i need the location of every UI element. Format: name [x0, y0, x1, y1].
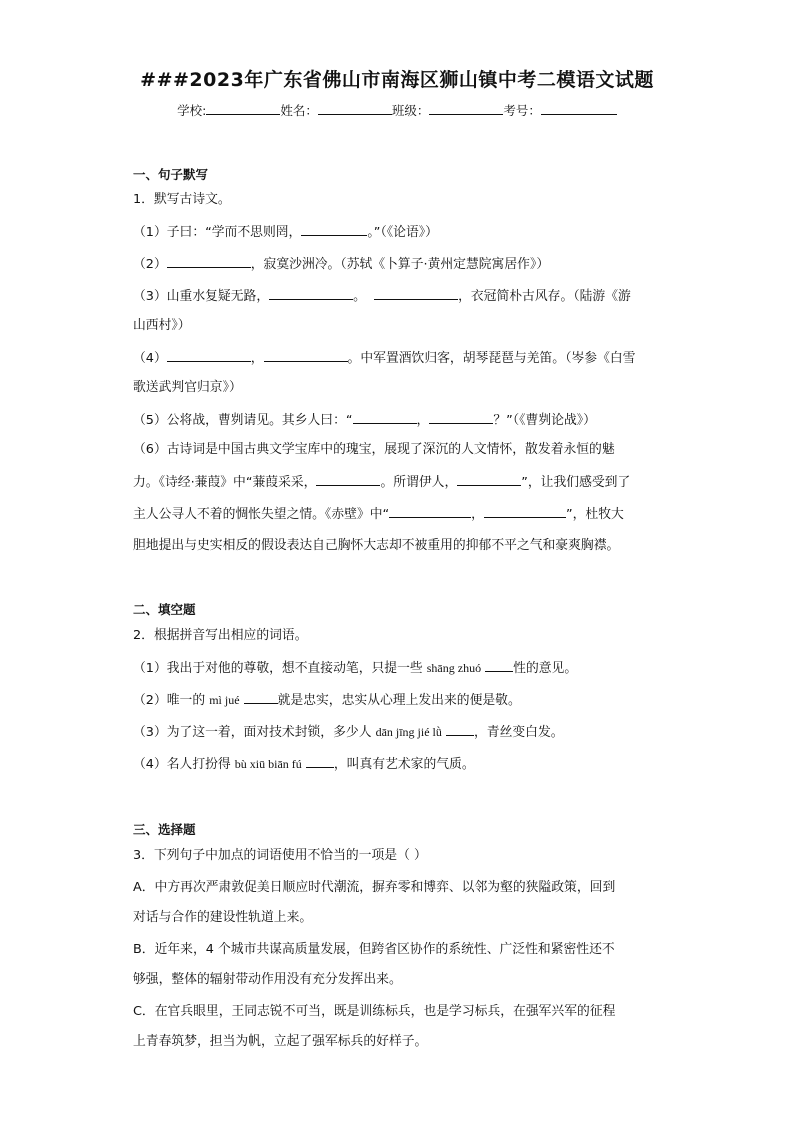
page-title: ###2023年广东省佛山市南海区狮山镇中考二模语文试题 — [140, 69, 654, 91]
item-text: （2） — [133, 257, 167, 272]
question-stem: 3．下列句子中加点的词语使用不恰当的一项是（ ） — [133, 848, 427, 863]
answer-blank[interactable] — [429, 410, 493, 424]
class-blank[interactable] — [429, 102, 503, 115]
item-text: 。 — [353, 289, 366, 304]
item-text: ， — [416, 413, 430, 428]
question-item-cont — [133, 504, 624, 525]
item-text: （4）名人打扮得 — [133, 757, 235, 772]
question-item — [133, 690, 521, 711]
option-b[interactable]: B．近年来，4 个城市共谋高质量发展，但跨省区协作的系统性、广泛性和紧密性还不 — [133, 942, 615, 957]
question-item — [133, 348, 635, 369]
section-heading: 一、句子默写 — [133, 167, 209, 182]
item-text: ， — [471, 507, 484, 522]
pinyin-text: dān jīng jié lǜ — [375, 725, 442, 739]
exam-number-label: 考号： — [503, 103, 541, 118]
item-text: ，叫真有艺术家的气质。 — [333, 757, 475, 772]
item-text: 就是忠实，忠实从心理上发出来的便是敬。 — [277, 693, 521, 708]
question-item-cont: 山西村》） — [133, 318, 191, 333]
item-text: （1）子曰：“学而不思则罔， — [133, 225, 302, 240]
question-item-cont — [133, 472, 630, 493]
pinyin-text: bù xiū biān fú — [234, 757, 302, 771]
item-text: （1）我出于对他的尊敬，想不直接动笔，只提一些 — [133, 661, 427, 676]
answer-blank[interactable] — [457, 472, 521, 486]
question-item — [133, 286, 631, 307]
item-text: ”，杜牧大 — [565, 507, 624, 522]
answer-blank[interactable] — [316, 472, 380, 486]
class-label: 班级： — [391, 103, 430, 118]
item-text: （5）公将战，曹刿请见。其乡人曰：“ — [133, 413, 353, 428]
question-item-cont: 胆地提出与史实相反的假设表达自己胸怀大志却不被重用的抑郁不平之气和豪爽胸襟。 — [133, 538, 620, 553]
question-item: （6）古诗词是中国古典文学宝库中的瑰宝，展现了深沉的人文情怀，散发着永恒的魅 — [133, 442, 615, 457]
school-label: 学校: — [177, 103, 207, 118]
answer-blank[interactable] — [269, 286, 353, 300]
option-c[interactable]: C．在官兵眼里，王同志锐不可当，既是训练标兵，也是学习标兵，在强军兴军的征程 — [133, 1004, 616, 1019]
answer-blank[interactable] — [301, 222, 367, 236]
question-item-cont: 歌送武判官归京》） — [133, 380, 242, 395]
answer-blank[interactable] — [484, 504, 566, 518]
item-text: 。所谓伊人， — [380, 475, 458, 490]
answer-blank[interactable] — [167, 348, 251, 362]
question-item — [133, 658, 577, 679]
question-item — [133, 754, 475, 775]
answer-blank[interactable] — [374, 286, 458, 300]
item-text: ，衣冠简朴古风存。（陆游《游 — [458, 289, 631, 304]
answer-blank[interactable] — [306, 754, 334, 768]
pinyin-text: shāng zhuó — [426, 661, 482, 675]
item-text: 。”（《论语》） — [367, 225, 438, 240]
item-text: ”，让我们感受到了 — [521, 475, 631, 490]
answer-blank[interactable] — [389, 504, 471, 518]
question-item — [133, 222, 438, 243]
item-text: ，青丝变白发。 — [473, 725, 564, 740]
item-text: 主人公寻人不着的惆怅失望之情。《赤壁》中“ — [133, 507, 390, 522]
answer-blank[interactable] — [485, 658, 513, 672]
answer-blank[interactable] — [353, 410, 417, 424]
item-text: ？”（《曹刿论战》） — [493, 413, 596, 428]
item-text: 。中军置酒饮归客，胡琴琵琶与羌笛。（岑参《白雪 — [347, 351, 636, 366]
item-text: （2）唯一的 — [133, 693, 210, 708]
item-text: （4） — [133, 351, 167, 366]
answer-blank[interactable] — [446, 722, 474, 736]
question-item — [133, 254, 549, 275]
option-a[interactable]: A．中方再次严肃敦促美日顺应时代潮流，摒弃零和博弈、以邻为壑的狭隘政策，回到 — [133, 880, 616, 895]
option-b-cont: 够强，整体的辐射带动作用没有充分发挥出来。 — [133, 972, 402, 987]
item-text: （3）为了这一着，面对技术封锁，多少人 — [133, 725, 376, 740]
name-blank[interactable] — [318, 102, 392, 115]
option-a-cont: 对话与合作的建设性轨道上来。 — [133, 910, 313, 925]
school-blank[interactable] — [206, 102, 280, 115]
question-item — [133, 410, 596, 431]
item-text: ， — [250, 351, 264, 366]
option-c-cont: 上青春筑梦，担当为帆，立起了强军标兵的好样子。 — [133, 1034, 428, 1049]
answer-blank[interactable] — [244, 690, 278, 704]
item-text: （3）山重水复疑无路， — [133, 289, 270, 304]
item-text: 性的意见。 — [513, 661, 578, 676]
item-text: 力。《诗经·蒹葭》中“蒹葭采采， — [133, 475, 317, 490]
question-stem: 1．默写古诗文。 — [133, 192, 231, 207]
exam-number-blank[interactable] — [541, 102, 617, 115]
item-text: ，寂寞沙洲冷。（苏轼《卜算子·黄州定慧院寓居作》） — [250, 257, 550, 272]
section-heading: 二、填空题 — [133, 602, 196, 617]
name-label: 姓名： — [280, 103, 318, 118]
question-item — [133, 722, 564, 743]
pinyin-text: mì jué — [209, 693, 240, 707]
answer-blank[interactable] — [264, 348, 348, 362]
student-info-row — [0, 101, 794, 121]
section-heading: 三、选择题 — [133, 822, 196, 837]
answer-blank[interactable] — [167, 254, 251, 268]
question-stem: 2．根据拼音写出相应的词语。 — [133, 628, 308, 643]
